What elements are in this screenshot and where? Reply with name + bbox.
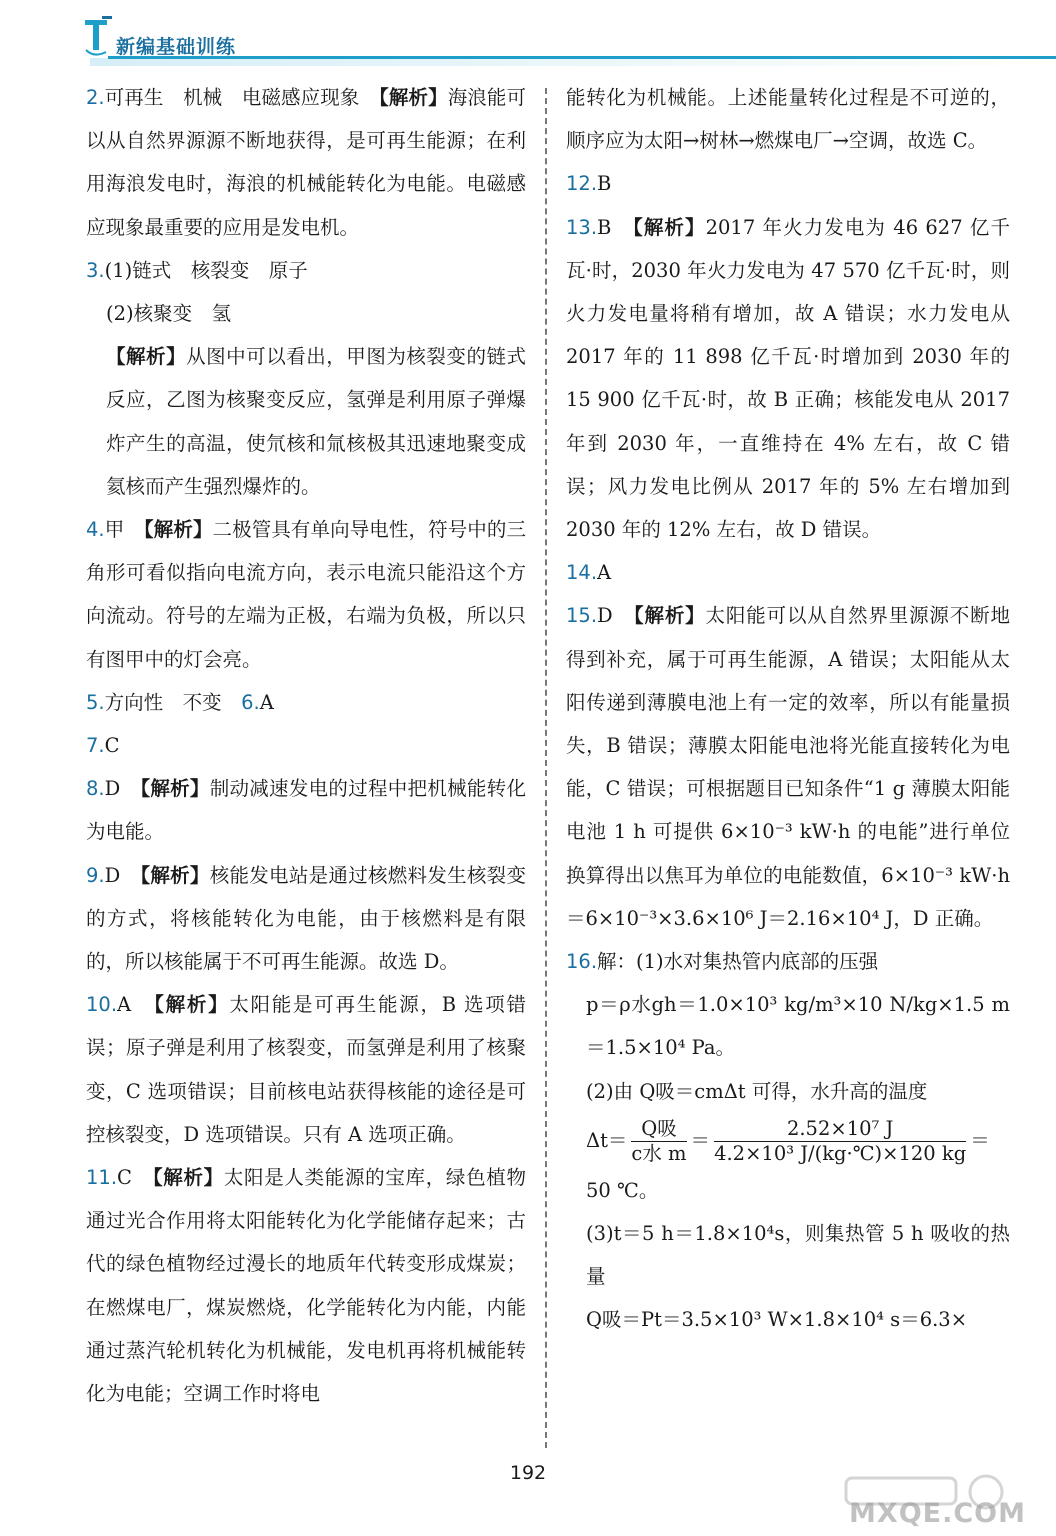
answer-text: 可再生 机械 电磁感应现象 [104,86,380,109]
fraction-numerator: 2.52×10⁷ J [786,1116,894,1140]
fraction-1 [631,1117,686,1166]
equals-sign: ＝ [970,1128,990,1152]
item-number: 6. [241,690,260,714]
answer-text: (2)核聚变 氢 [106,302,232,326]
answer-text: (3)t＝5 h＝1.8×10⁴s，则集热管 5 h 吸收的热量 [586,1222,1010,1289]
answer-text: C [104,734,120,758]
fraction-denominator: 4.2×10³ J/(kg·℃)×120 kg [714,1141,967,1165]
answer-4 [86,508,526,681]
analysis-text: 太阳能可以从自然界里源源不断地得到补充，属于可再生能源，A 错误；太阳能从太阳传递到薄膜电池上有一定的效率，所以有能量损失，B 错误；薄膜太阳能电池将光能直接转化为电能，C 错误；可根据题目已知条件“1 g 薄膜太阳能电池 1 h 可提供 6×10⁻³ kW·h 的电能”进行单位换算得出以焦耳为单位的电能数值，6×10⁻³ kW·h＝6×10⁻³×3.6×10⁶ J＝2.16×10⁴ J，D 正确。 [566,604,1010,930]
answer-text: B [597,215,634,239]
item-number: 3. [86,258,105,282]
answer-5-6 [86,681,526,724]
answer-14 [566,551,1010,594]
page-header [0,0,1056,70]
answer-text: 50 ℃。 [586,1178,659,1202]
pressure-formula [566,983,1010,1069]
fraction-2 [714,1117,966,1166]
item-number: 15. [566,604,598,628]
header-title: 新编基础训练 [116,36,237,58]
right-column [566,76,1010,1342]
analysis-tag: 【解析】 [379,86,448,109]
item-number: 5. [86,690,105,714]
answer-text: 甲 [104,518,144,542]
item-number: 11. [86,1166,118,1190]
answer-3-part2 [86,292,526,335]
answer-16 [566,940,1010,983]
watermark-text: MXQE.COM [849,1498,1026,1529]
answer-13 [566,206,1010,552]
answer-10 [86,983,526,1156]
analysis-tag: 【解析】 [154,993,230,1017]
temperature-result [566,1169,1010,1212]
analysis-text: 2017 年火力发电为 46 627 亿千瓦·时，2030 年火力发电为 47 570 亿千瓦·时，则火力发电量将稍有增加，故 A 错误；水力发电从 2017 年的 11 898 亿千瓦·时增加到 2030 年的 15 900 亿千瓦·时，故 B 正确；核能发电从 2017 年到 2030 年，一直维持在 4% 左右，故 C 错误；风力发电比例从 2017 年的 5% 左右增加到 2030 年的 12% 左右，故 D 错误。 [566,215,1010,542]
step-2 [566,1070,1010,1113]
answer-text: D [104,863,141,887]
item-number: 2. [86,86,105,109]
item-number: 4. [86,518,105,542]
answer-15 [566,594,1010,940]
analysis-text: 海浪能可以从自然界源源不断地获得，是可再生能源；在利用海浪发电时，海浪的机械能转化为电能。电磁感应现象最重要的应用是发电机。 [86,86,526,239]
analysis-tag: 【解析】 [140,777,210,801]
answer-12 [566,162,1010,205]
item-number: 7. [86,734,105,758]
answer-9 [86,854,526,984]
analysis-tag: 【解析】 [152,1166,224,1190]
analysis-text: 二极管具有单向导电性，符号中的三角形可看似指向电流方向，表示电流只能沿这个方向流动。符号的左端为正极，右端为负极，所以只有图甲中的灯会亮。 [86,518,526,671]
analysis-text: 从图中可以看出，甲图为核裂变的链式反应，乙图为核聚变反应，氢弹是利用原子弹爆炸产生的高温，使氘核和氚核极其迅速地聚变成氦核而产生强烈爆炸的。 [106,345,526,498]
answer-text: A [117,993,155,1017]
answer-text: B [597,172,612,196]
item-number: 10. [86,993,118,1017]
formula-text: Q吸＝Pt＝3.5×10³ W×1.8×10⁴ s＝6.3× [586,1308,968,1332]
analysis-tag: 【解析】 [633,604,706,628]
answer-text: 解：(1)水对集热管内底部的压强 [597,950,879,974]
answer-text: (1)链式 核裂变 原子 [104,258,308,282]
answer-2 [86,76,526,249]
temperature-equation [566,1113,1010,1169]
left-column [86,76,526,1415]
answer-11 [86,1156,526,1415]
item-number: 16. [566,950,598,974]
header-rule [108,56,1056,59]
analysis-text: 太阳是人类能源的宝库，绿色植物通过光合作用将太阳能转化为化学能储存起来；古代的绿色植物经过漫长的地质年代转变形成煤炭；在燃煤电厂，煤炭燃烧，化学能转化为内能，内能通过蒸汽轮机转化为机械能，发电机再将机械能转化为电能；空调工作时将电 [86,1166,526,1406]
answer-7 [86,724,526,767]
answer-3-analysis [86,335,526,508]
page-number: 192 [509,1462,547,1484]
column-divider [545,88,547,1448]
analysis-tag: 【解析】 [106,345,187,369]
fraction-denominator: c水 m [631,1141,687,1165]
answer-8 [86,767,526,853]
answer-3 [86,249,526,292]
analysis-text: 能转化为机械能。上述能量转化过程是不可逆的，顺序应为太阳→树林→燃煤电厂→空调，故选 C。 [566,86,1010,153]
equals-sign: ＝ [690,1128,711,1152]
item-number: 13. [566,215,598,239]
answer-11-cont [566,76,1010,162]
analysis-text: 制动减速发电的过程中把机械能转化为电能。 [86,777,526,844]
fraction-numerator: Q吸 [641,1116,677,1140]
item-number: 9. [86,863,105,887]
heat-formula [566,1298,1010,1341]
analysis-text: 太阳能是可再生能源，B 选项错误；原子弹是利用了核裂变，而氢弹是利用了核聚变，C 选项错误；目前核电站获得核能的途径是可控核裂变，D 选项错误。只有 A 选项正确。 [86,993,526,1146]
step-3 [566,1212,1010,1298]
answer-text: C [117,1166,153,1190]
analysis-tag: 【解析】 [140,863,210,887]
answer-text: D [597,604,634,628]
item-number: 12. [566,172,598,196]
equation-lhs: Δt＝ [586,1128,628,1152]
book-logo-icon [82,14,118,58]
analysis-tag: 【解析】 [633,215,706,239]
item-number: 14. [566,561,598,585]
answer-text: (2)由 Q吸＝cmΔt 可得，水升高的温度 [586,1079,928,1103]
header-band [90,58,1056,66]
answer-text: D [104,777,141,801]
answer-text: A [597,561,612,585]
answer-text: 方向性 不变 [104,690,242,714]
analysis-text: 核能发电站是通过核燃料发生核裂变的方式，将核能转化为电能，由于核燃料是有限的，所以核能属于不可再生能源。故选 D。 [86,863,526,974]
formula-text: p＝ρ水gh＝1.0×10³ kg/m³×10 N/kg×1.5 m＝1.5×10⁴ Pa。 [586,993,1010,1060]
analysis-tag: 【解析】 [143,518,213,542]
answer-text: A [259,690,274,714]
item-number: 8. [86,777,105,801]
